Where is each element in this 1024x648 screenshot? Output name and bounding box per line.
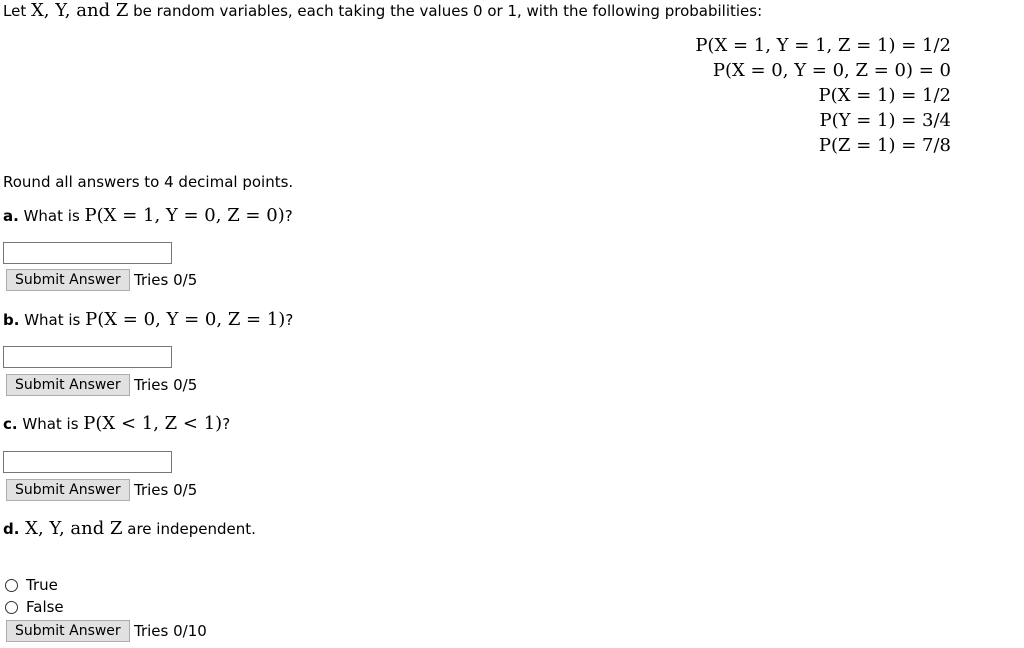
question-d <box>3 518 256 540</box>
question-c-math: P(X < 1, Z < 1) <box>83 413 223 434</box>
question-a-math: P(X = 1, Y = 0, Z = 0) <box>84 205 285 226</box>
question-b-prefix: What is <box>19 311 86 329</box>
radio-false-circle[interactable] <box>5 601 18 614</box>
question-d-label: d. <box>3 520 20 538</box>
question-a-label: a. <box>3 207 19 225</box>
question-c <box>3 413 230 435</box>
question-c-suffix: ? <box>222 415 231 433</box>
equation-1: P(X = 1, Y = 1, Z = 1) = 1/2 <box>695 35 951 56</box>
question-a <box>3 205 293 227</box>
rounding-instructions: Round all answers to 4 decimal points. <box>3 173 294 191</box>
equation-3: P(X = 1) = 1/2 <box>818 85 951 106</box>
radio-option-false[interactable] <box>5 597 64 617</box>
question-a-suffix: ? <box>284 207 293 225</box>
tries-counter-c: Tries 0/5 <box>134 481 198 499</box>
submit-button-b[interactable]: Submit Answer <box>6 374 130 396</box>
intro-rest: be random variables, each taking the values 0 or 1, with the following probabilities: <box>128 2 763 20</box>
question-b-math: P(X = 0, Y = 0, Z = 1) <box>85 309 286 330</box>
submit-button-c[interactable]: Submit Answer <box>6 479 130 501</box>
intro-lead: Let <box>3 2 31 20</box>
answer-input-b[interactable] <box>3 346 172 368</box>
question-d-math: X, Y, and Z <box>19 518 123 539</box>
radio-option-true[interactable] <box>5 575 58 595</box>
tries-counter-b: Tries 0/5 <box>134 376 198 394</box>
question-d-suffix: are independent. <box>122 520 256 538</box>
intro-variables: X, Y, and Z <box>30 0 129 21</box>
equation-4: P(Y = 1) = 3/4 <box>819 110 951 131</box>
answer-input-c[interactable] <box>3 451 172 473</box>
question-b <box>3 309 293 331</box>
intro-text <box>3 1 762 21</box>
tries-counter-d: Tries 0/10 <box>134 622 207 640</box>
answer-input-a[interactable] <box>3 242 172 264</box>
radio-true-circle[interactable] <box>5 579 18 592</box>
given-probabilities <box>695 33 951 158</box>
question-c-label: c. <box>3 415 18 433</box>
question-b-suffix: ? <box>285 311 294 329</box>
question-a-prefix: What is <box>18 207 85 225</box>
equation-5: P(Z = 1) = 7/8 <box>818 135 951 156</box>
equation-2: P(X = 0, Y = 0, Z = 0) = 0 <box>712 60 951 81</box>
question-c-prefix: What is <box>17 415 84 433</box>
radio-true-label[interactable]: True <box>26 576 58 594</box>
submit-button-d[interactable]: Submit Answer <box>6 620 130 642</box>
tries-counter-a: Tries 0/5 <box>134 271 198 289</box>
question-b-label: b. <box>3 311 20 329</box>
radio-false-label[interactable]: False <box>26 598 64 616</box>
submit-button-a[interactable]: Submit Answer <box>6 269 130 291</box>
